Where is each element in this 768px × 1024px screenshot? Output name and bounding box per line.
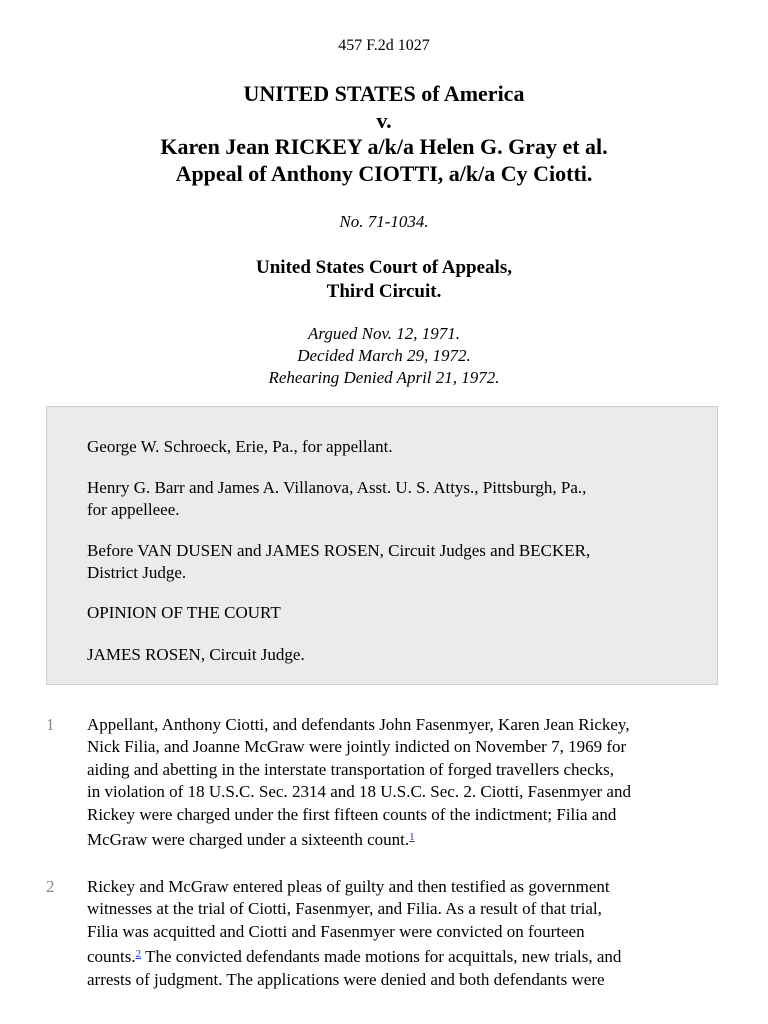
case-title — [0, 81, 768, 187]
paragraph-text — [87, 714, 737, 851]
counsel-box — [46, 406, 718, 685]
paragraph-line: in violation of 18 U.S.C. Sec. 2314 and 18 U.S.C. Sec. 2. Ciotti, Fasenmyer and — [87, 782, 631, 802]
case-title-defendant: Karen Jean RICKEY a/k/a Helen G. Gray et al. — [160, 134, 608, 159]
paragraph-line: aiding and abetting in the interstate transportation of forged travellers checks, — [87, 759, 614, 779]
case-title-appeal: Appeal of Anthony CIOTTI, a/k/a Cy Ciotti. — [175, 160, 593, 186]
decided-date: Decided March 29, 1972. — [297, 346, 471, 365]
court-name — [0, 256, 768, 304]
paragraph-line — [87, 943, 737, 968]
opinion-heading: OPINION OF THE COURT — [87, 603, 281, 622]
paragraph-number: 1 — [46, 715, 55, 734]
paragraph-line: arrests of judgment. The applications were denied and both defendants were — [87, 969, 605, 989]
footnote-link[interactable]: 1 — [409, 831, 415, 844]
court-name-line1: United States Court of Appeals, — [256, 257, 512, 278]
footnote-link[interactable]: 2 — [135, 948, 142, 961]
panel-judges — [87, 540, 697, 584]
counsel-appellee-line2: for appelleee. — [87, 500, 180, 519]
paragraph-line — [87, 826, 737, 851]
case-citation: 457 F.2d 1027 — [338, 37, 430, 54]
case-title-versus: v. — [376, 107, 392, 133]
counsel-appellee-line1: Henry G. Barr and James A. Villanova, Asst. U. S. Attys., Pittsburgh, Pa., — [87, 478, 587, 497]
counsel-appellee — [87, 477, 697, 521]
paragraph-line: Appellant, Anthony Ciotti, and defendants John Fasenmyer, Karen Jean Rickey, — [87, 715, 630, 734]
paragraph-line-text: counts. — [87, 947, 136, 967]
panel-judges-line1: Before VAN DUSEN and JAMES ROSEN, Circuit Judges and BECKER, — [87, 541, 591, 560]
paragraph-text — [87, 876, 737, 991]
rehearing-date: Rehearing Denied April 21, 1972. — [268, 368, 500, 387]
paragraph-line: Filia was acquitted and Ciotti and Fasenmyer were convicted on fourteen — [87, 921, 585, 941]
paragraph-line-text: The convicted defendants made motions for acquittals, new trials, and — [141, 947, 622, 967]
counsel-appellant: George W. Schroeck, Erie, Pa., for appellant. — [87, 437, 393, 456]
case-title-plaintiff: UNITED STATES of America — [243, 81, 525, 106]
court-name-line2: Third Circuit. — [326, 281, 442, 302]
paragraph-line: witnesses at the trial of Ciotti, Fasenmyer, and Filia. As a result of that trial, — [87, 899, 602, 919]
docket-number: No. 71-1034. — [339, 212, 429, 231]
paragraph-line: Rickey were charged under the first fifteen counts of the indictment; Filia and — [87, 804, 617, 824]
paragraph-line: Nick Filia, and Joanne McGraw were jointly indicted on November 7, 1969 for — [87, 737, 627, 757]
case-dates — [0, 323, 768, 389]
argued-date: Argued Nov. 12, 1971. — [307, 324, 461, 343]
paragraph-line-text: McGraw were charged under a sixteenth count. — [87, 830, 410, 850]
paragraph-number: 2 — [46, 877, 55, 896]
paragraph-line: Rickey and McGraw entered pleas of guilty and then testified as government — [87, 877, 610, 896]
opinion-author: JAMES ROSEN, Circuit Judge. — [87, 645, 305, 664]
panel-judges-line2: District Judge. — [87, 563, 187, 582]
